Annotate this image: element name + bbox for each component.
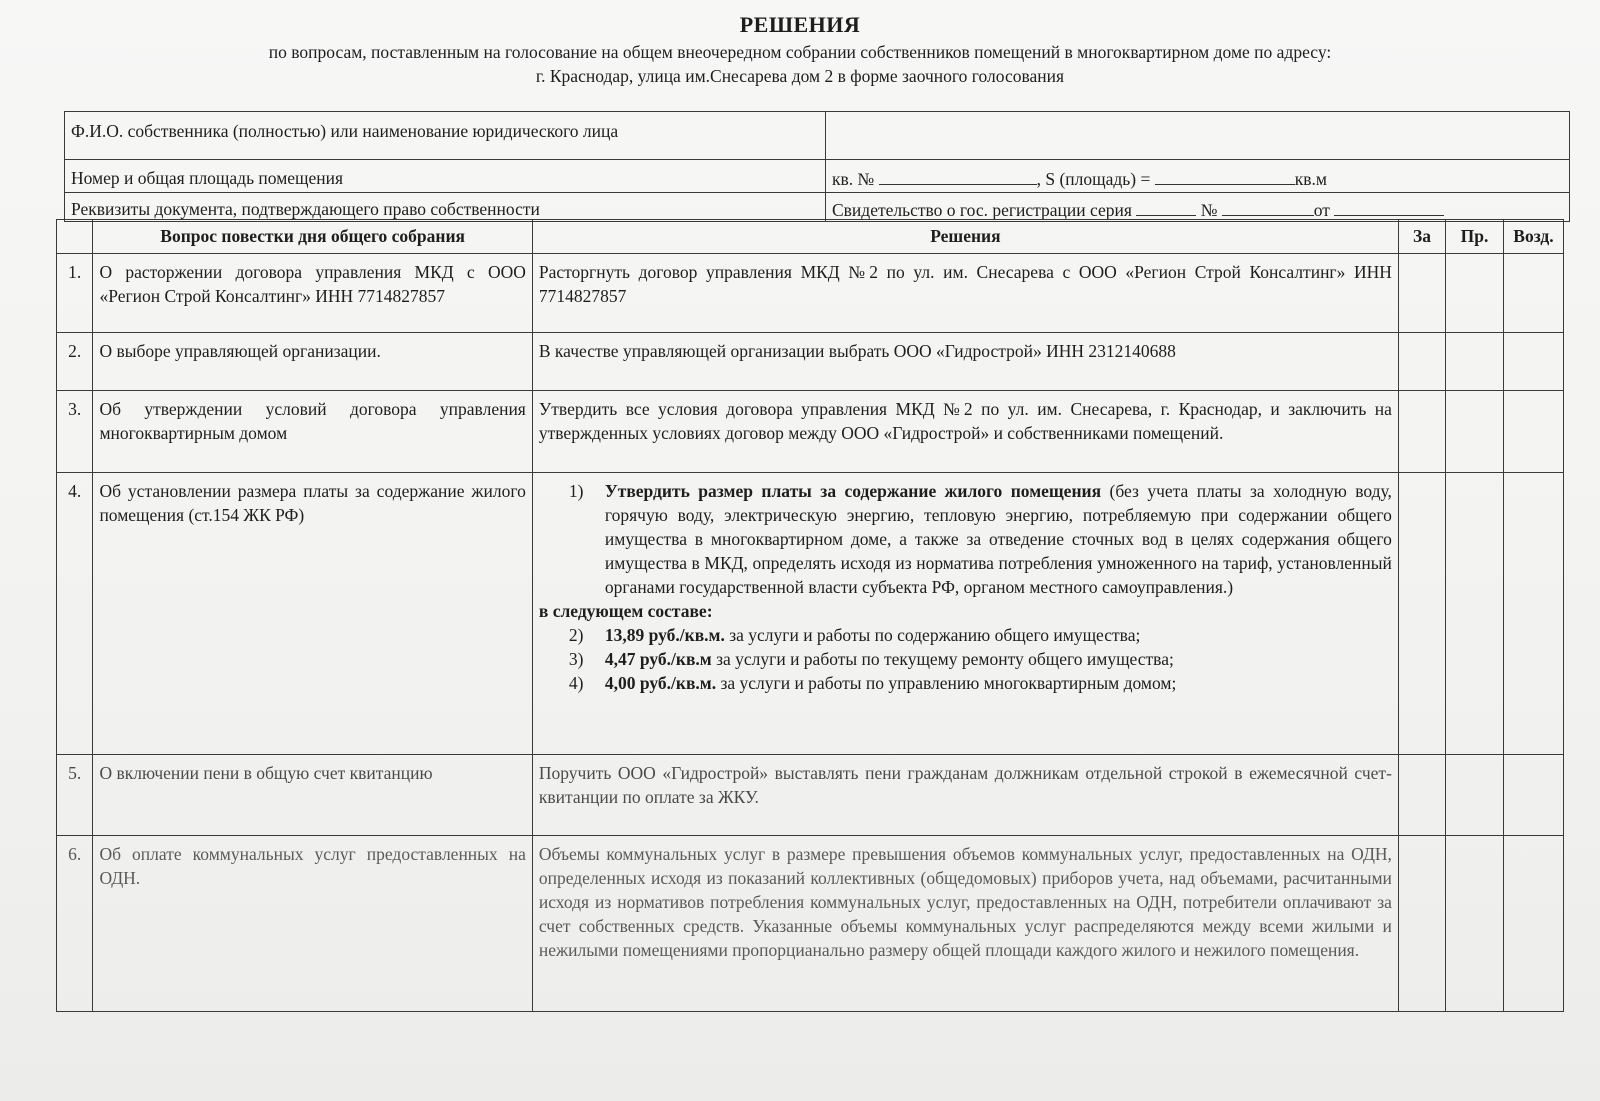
row-number: 6. [57,836,93,1012]
document-subtitle-line1: по вопросам, поставленным на голосование на общем внеочередном собрании собственников помещений в многоквартирном доме по адресу: [268,42,1332,62]
item-marker: 1) [568,481,584,501]
item-marker: 2) [568,625,584,645]
header-number [57,220,93,254]
fee-breakdown-list [539,623,1392,695]
item-text: за услуги и работы по управлению многоквартирным домом; [716,673,1177,693]
owner-details-table [64,111,1570,222]
item-marker: 3) [568,649,584,669]
room-area-label: , S (площадь) = [1036,169,1151,189]
vote-for-cell[interactable] [1398,254,1445,333]
cert-date-label: от [1313,200,1330,220]
row-question: О выборе управляющей организации. [93,333,532,391]
room-apt-blank[interactable] [879,168,1037,185]
vote-for-cell[interactable] [1398,473,1445,755]
item-rate: 13,89 руб./кв.м. [604,625,725,645]
row-decision: Утвердить все условия договора управления МКД №2 по ул. им. Снесарева, г. Краснодар, и заключить на утвержденных условиях договор между ООО «Гидрострой» и собственниками помещений. [532,391,1398,473]
row-number: 3. [57,391,93,473]
agenda-row-3 [57,391,1564,473]
item-text: за услуги и работы по содержанию общего имущества; [724,625,1141,645]
header-question: Вопрос повестки дня общего собрания [93,220,532,254]
vote-against-cell[interactable] [1446,333,1504,391]
vote-for-cell[interactable] [1398,836,1445,1012]
vote-against-cell[interactable] [1446,391,1504,473]
owner-name-label: Ф.И.О. собственника (полностью) или наименование юридического лица [65,112,826,160]
cert-series-blank[interactable] [1136,199,1196,216]
agenda-row-5 [57,755,1564,836]
room-apt-label: кв. № [832,169,875,189]
row-question: О включении пени в общую счет квитанцию [93,755,532,836]
row-number: 2. [57,333,93,391]
document-subtitle-line2: г. Краснодар, улица им.Снесарева дом 2 в форме заочного голосования [535,66,1065,86]
vote-abstain-cell[interactable] [1503,391,1563,473]
composition-label: в следующем составе: [538,601,713,621]
header-decision: Решения [532,220,1398,254]
row-question: Об утверждении условий договора управления многоквартирным домом [93,391,532,473]
vote-abstain-cell[interactable] [1503,755,1563,836]
fee-items-list [539,479,1392,599]
room-area-blank[interactable] [1155,168,1295,185]
vote-abstain-cell[interactable] [1503,836,1563,1012]
vote-against-cell[interactable] [1446,755,1504,836]
item-text: за услуги и работы по текущему ремонту общего имущества; [711,649,1174,669]
agenda-header-row [57,220,1564,254]
header-vote-abstain: Возд. [1503,220,1563,254]
owner-name-field[interactable] [826,112,1570,160]
agenda-row-2 [57,333,1564,391]
row-decision: Объемы коммунальных услуг в размере превышения объемов коммунальных услуг, предоставленных на ОДН, определенных исходя из показаний коллективных (общедомовых) приборов учета, над объемами, расчитанными исходя из нормативов потребления коммунальных услуг, предоставленных на ОДН, потребители оплачивают за счет собственных средств. Указанные объемы коммунальных услуг распределяются между всеми жилыми и нежилыми помещениями пропорцианально размеру общей площади каждого жилого и нежилого помещения. [532,836,1398,1012]
vote-against-cell[interactable] [1446,473,1504,755]
ownership-doc-field[interactable] [826,193,1570,222]
vote-for-cell[interactable] [1398,755,1445,836]
fee-item-2 [539,623,1392,647]
fee-item-1 [539,479,1392,599]
vote-for-cell[interactable] [1398,391,1445,473]
item-rate: 4,47 руб./кв.м [604,649,712,669]
fee-item-3 [539,647,1392,671]
item-marker: 4) [568,673,584,693]
item-text: (без учета платы за холодную воду, горячую воду, электрическую энергию, тепловую энергию, потребляемую при содержании общего имущества в многоквартирном доме, а также за отведение сточных вод в целях содержания общего имущества в МКД, определять исходя из норматива потребления умноженного на тариф, установленный органами государственной власти субъекта РФ, органом местного самоуправления.) [604,481,1392,597]
room-label: Номер и общая площадь помещения [65,160,826,193]
row-number: 5. [57,755,93,836]
room-field[interactable] [826,160,1570,193]
row-decision [532,473,1398,755]
cert-number-blank[interactable] [1222,199,1314,216]
row-number: 1. [57,254,93,333]
row-question: Об оплате коммунальных услуг предоставленных на ОДН. [93,836,532,1012]
row-question: О расторжении договора управления МКД с ООО «Регион Строй Консалтинг» ИНН 7714827857 [93,254,532,333]
row-number: 4. [57,473,93,755]
row-decision: Расторгнуть договор управления МКД №2 по ул. им. Снесарева с ООО «Регион Строй Консалтинг» ИНН 7714827857 [532,254,1398,333]
cert-series-label: Свидетельство о гос. регистрации серия [832,200,1132,220]
cert-number-label: № [1200,200,1218,220]
vote-abstain-cell[interactable] [1503,333,1563,391]
fee-item-4 [539,671,1392,695]
cert-date-blank[interactable] [1334,199,1444,216]
agenda-row-4 [57,473,1564,755]
vote-against-cell[interactable] [1446,254,1504,333]
ownership-doc-label: Реквизиты документа, подтверждающего право собственности [65,193,826,222]
row-question: Об установлении размера платы за содержание жилого помещения (ст.154 ЖК РФ) [93,473,532,755]
vote-against-cell[interactable] [1446,836,1504,1012]
header-vote-against: Пр. [1446,220,1504,254]
agenda-row-1 [57,254,1564,333]
row-decision: Поручить ООО «Гидрострой» выставлять пени гражданам должникам отдельной строкой в ежемесячной счет-квитанции по оплате за ЖКУ. [532,755,1398,836]
vote-for-cell[interactable] [1398,333,1445,391]
row-decision: В качестве управляющей организации выбрать ООО «Гидрострой» ИНН 2312140688 [532,333,1398,391]
vote-abstain-cell[interactable] [1503,473,1563,755]
vote-abstain-cell[interactable] [1503,254,1563,333]
header-vote-for: За [1398,220,1445,254]
agenda-table [56,219,1564,1012]
item-bold-text: Утвердить размер платы за содержание жилого помещения [604,481,1102,501]
agenda-row-6 [57,836,1564,1012]
room-unit-label: кв.м [1294,169,1327,189]
document-title: РЕШЕНИЯ [739,12,861,37]
item-rate: 4,00 руб./кв.м. [604,673,717,693]
